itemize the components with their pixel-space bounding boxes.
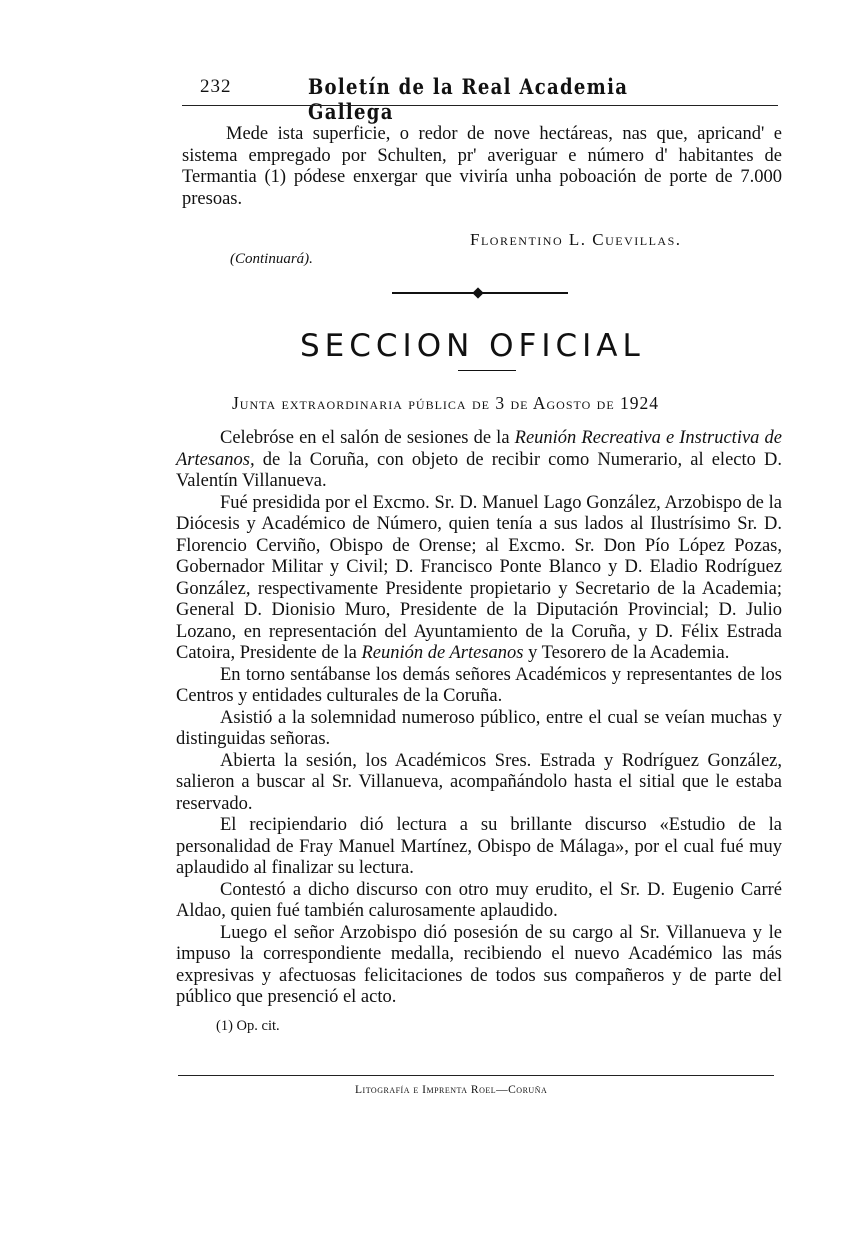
intro-paragraph: Mede ista superficie, o redor de nove hectáreas, nas que, apricand' e sistema empregado por Schulten, pr' averiguar e número d' habitantes de Termantia (1) pódese enxergar que viviría unha poboación de porte de 7.000 presoas.	[182, 124, 782, 209]
minutes-body	[176, 428, 782, 1009]
paragraph-opening-session: Abierta la sesión, los Académicos Sres. Estrada y Rodríguez González, salieron a buscar al Sr. Villanueva, acompañándolo hasta el sitial que le estaba reservado.	[176, 750, 782, 814]
paragraph-attendees: En torno sentábanse los demás señores Académicos y representantes de los Centros y entidades culturales de la Coruña.	[176, 664, 782, 706]
paragraph-discourse: El recipiendario dió lectura a su brillante discurso «Estudio de la personalidad de Fray Manuel Martínez, Obispo de Málaga», por el cual fué muy aplaudido al finalizar su lectura.	[176, 815, 782, 878]
header-divider	[182, 105, 778, 106]
footnote: (1) Op. cit.	[216, 1018, 280, 1034]
journal-title: Boletín de la Real Academia Gallega	[308, 74, 629, 124]
page-number: 232	[200, 76, 232, 97]
ornament-diamond	[472, 287, 483, 298]
paragraph-investiture: Luego el señor Arzobispo dió posesión de su cargo al Sr. Villanueva y le impuso la correspondiente medalla, recibiendo el nuevo Académico las más expresivas y afectuosas felicitaciones de todos sus compañeros y de parte del público que presenció el acto.	[176, 922, 782, 1007]
paragraph-public: Asistió a la solemnidad numeroso público, entre el cual se veían muchas y distinguidas señoras.	[176, 707, 782, 749]
section-ornament	[392, 290, 568, 296]
printer-imprint: Litografía e Imprenta Roel—Coruña	[355, 1084, 548, 1096]
running-header	[182, 74, 778, 124]
section-title: SECCION OFICIAL	[300, 328, 645, 364]
paragraph-presidency: Fué presidida por el Excmo. Sr. D. Manuel Lago González, Arzobispo de la Diócesis y Académico de Número, quien tenía a sus lados al Ilustrísimo Sr. D. Florencio Cerviño, Obispo de Orense; al Excmo. Sr. Don Pío López Pozas, Gobernador Militar y Civil; D. Francisco Ponte Blanco y D. Eladio Rodríguez González, respectivamente Presidente propietario y Secretario de la Academia; General D. Dionisio Muro, Presidente de la Diputación Provincial; D. Julio Lozano, en representación del Ayuntamiento de la Coruña, y D. Félix Estrada Catoira, Presidente de la Reunión de Artesanos y Tesorero de la Academia.	[176, 492, 782, 663]
paragraph-reply: Contestó a dicho discurso con otro muy erudito, el Sr. D. Eugenio Carré Aldao, quien fué también calurosamente aplaudido.	[176, 879, 782, 921]
session-heading: Junta extraordinaria pública de 3 de Agosto de 1924	[232, 393, 660, 413]
footer-divider	[178, 1075, 774, 1076]
paragraph-opening: Celebróse en el salón de sesiones de la Reunión Recreativa e Instructiva de Artesanos, de la Coruña, con objeto de recibir como Numerario, al electo D. Valentín Villanueva.	[176, 428, 782, 491]
title-underline	[458, 370, 516, 371]
continued-note: (Continuará).	[230, 251, 313, 267]
author-signature: Florentino L. Cuevillas.	[470, 230, 682, 249]
